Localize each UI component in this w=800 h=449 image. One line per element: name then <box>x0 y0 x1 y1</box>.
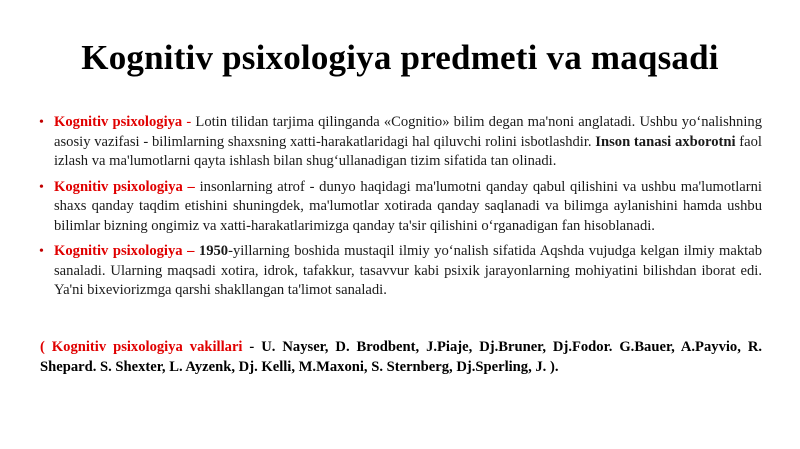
slide-title: Kognitiv psixologiya predmeti va maqsadi <box>81 38 719 77</box>
representatives-line <box>40 338 762 377</box>
list-item <box>40 242 762 301</box>
term: Kognitiv psixologiya – <box>54 178 195 195</box>
item-text2: faol izlash va ma'lumotlarni qayta ishlash bilan shug‘ullanadigan tizim sifatida tan olinadi. <box>54 133 762 169</box>
bullet-list <box>40 113 762 307</box>
separator: - <box>182 114 196 130</box>
item-text: Lotin tilidan tarjima qilinganda «Cognitio» bilim degan ma'noni anglatadi. Ushbu yo‘nalishning asosiy vazifasi - bilimlarning shaxsning xatti-harakatlaridagi hal qiluvchi rolini isbotlashdir. <box>54 114 762 150</box>
item-text2: -yillarning boshida mustaqil ilmiy yo‘nalish sifatida Aqshda vujudga kelgan ilmiy maktab sanaladi. Ularning maqsadi xotira, idrok, tafakkur, tasavvur kabi psixik jarayonlarning mohiyatini bilishdan iborat edi. Ya'ni bixeviorizmga qarshi shakllangan ta'limot sanaladi. <box>54 243 762 298</box>
bullet-icon: • <box>39 115 44 130</box>
item-bold: 1950 <box>198 243 229 259</box>
item-text: insonlarning atrof - dunyo haqidagi ma'lumotni qanday qabul qilishini va ushbu ma'lumotlarni shaxs qanday taqdim etishini shuningdek, ma'lumotlar xotirada qanday saqlanadi va bilimga aylanishini hamda ushbu bilimlar bizning ongimiz va xatti-harakatlarimizga qanday ta'sir qilishini o‘rganadigan fan hisoblanadi. <box>54 178 762 234</box>
representatives-label: ( Kognitiv psixologiya vakillari <box>40 339 243 355</box>
term: Kognitiv psixologiya <box>54 114 183 130</box>
list-item <box>40 178 762 237</box>
item-bold: Inson tanasi axborotni <box>595 133 736 150</box>
list-item <box>40 113 762 172</box>
bullet-icon: • <box>39 179 44 195</box>
bullet-icon: • <box>39 244 44 259</box>
representatives-names: - U. Nayser, D. Brodbent, J.Piaje, Dj.Bruner, Dj.Fodor. G.Bauer, A.Payvio, R. Shepard. S. Shexter, L. Ayzenk, Dj. Kelli, M.Maxoni, S. Sternberg, Dj.Sperling, J. ). <box>40 339 763 375</box>
term: Kognitiv psixologiya – <box>54 243 195 259</box>
